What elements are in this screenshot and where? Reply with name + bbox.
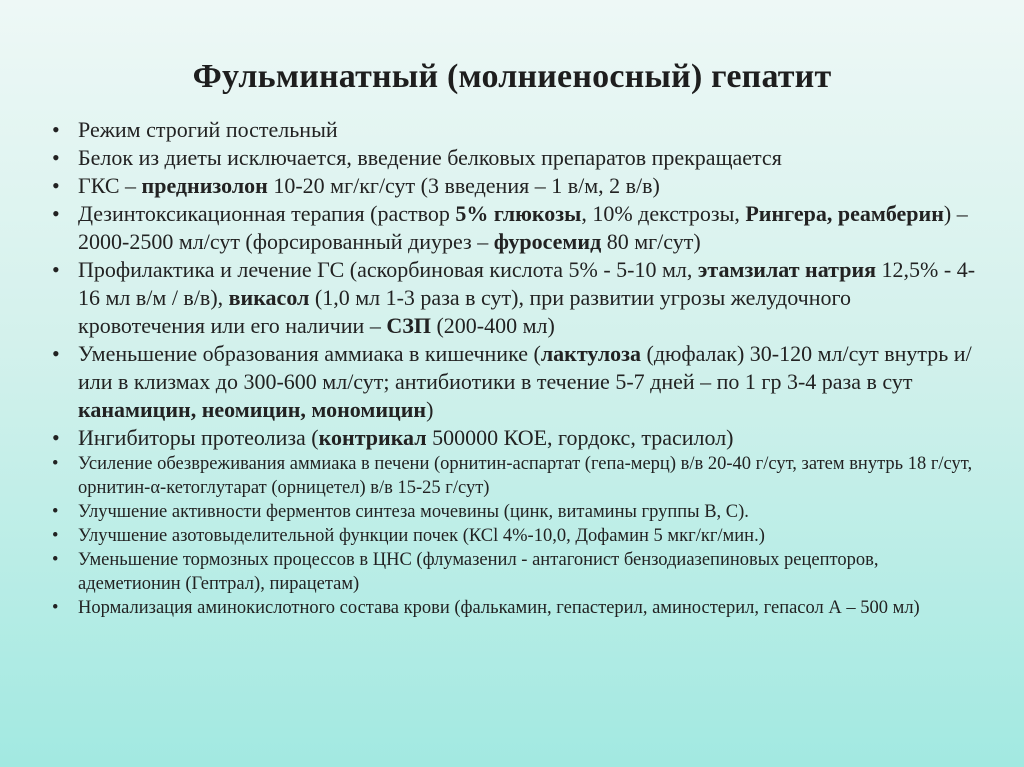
bullet-text: Нормализация аминокислотного состава крови (фалькамин, гепастерил, аминостерил, гепасол А – 500 мл)	[78, 598, 920, 618]
bullet-text: (200-400 мл)	[430, 313, 555, 338]
bullet-text: Режим строгий постельный	[78, 117, 338, 142]
bullet-item	[52, 340, 982, 424]
bullet-text-bold: 5% глюкозы	[455, 201, 582, 226]
bullet-text: )	[426, 397, 434, 422]
bullet-item	[52, 172, 982, 200]
bullet-text-bold: канамицин, неомицин, мономицин	[78, 397, 427, 422]
bullet-text: 12,5% - 4-16 мл в/м / в/в),	[78, 257, 976, 310]
bullet-text-bold: контрикал	[318, 425, 427, 450]
bullet-text: Дезинтоксикационная терапия (раствор	[78, 201, 456, 226]
bullet-text: (дюфалак) 30-120 мл/сут внутрь и/или в клизмах до 300-600 мл/сут; антибиотики в течение 5-7 дней – по 1 гр 3-4 раза в сут	[78, 341, 972, 394]
bullet-item	[52, 500, 982, 524]
bullet-item	[52, 256, 982, 340]
bullet-text: (1,0 мл 1-3 раза в сут), при развитии угрозы желудочного кровотечения или его наличии –	[78, 285, 851, 338]
bullet-item	[52, 596, 982, 620]
bullet-item	[52, 452, 982, 500]
bullet-item	[52, 424, 982, 452]
bullet-item	[52, 200, 982, 256]
bullet-list	[52, 116, 982, 620]
slide-title: Фульминатный (молниеносный) гепатит	[192, 58, 832, 95]
bullet-text: Улучшение азотовыделительной функции почек (КСl 4%-10,0, Дофамин 5 мкг/кг/мин.)	[78, 526, 765, 546]
bullet-item	[52, 116, 982, 144]
bullet-text: Улучшение активности ферментов синтеза мочевины (цинк, витамины группы В, С).	[78, 502, 749, 522]
bullet-text-bold: преднизолон	[141, 173, 268, 198]
bullet-text: ГКС –	[78, 173, 142, 198]
bullet-text: 10-20 мг/кг/сут (3 введения – 1 в/м, 2 в/в)	[267, 173, 660, 198]
bullet-item	[52, 524, 982, 548]
bullet-text-bold: викасол	[228, 285, 310, 310]
bullet-text: Уменьшение тормозных процессов в ЦНС (флумазенил - антагонист бензодиазепиновых рецепторов, адеметионин (Гептрал), пирацетам)	[78, 550, 879, 594]
bullet-text: Усиление обезвреживания аммиака в печени (орнитин-аспартат (гепа-мерц) в/в 20-40 г/сут, затем внутрь 18 г/сут, орнитин-α-кетоглутарат (орницетел) в/в 15-25 г/сут)	[78, 454, 973, 498]
bullet-text: Профилактика и лечение ГС (аскорбиновая кислота 5% - 5-10 мл,	[78, 257, 698, 282]
bullet-text-bold: Рингера, реамберин	[745, 201, 944, 226]
bullet-text: , 10% декстрозы,	[581, 201, 746, 226]
bullet-text-bold: СЗП	[386, 313, 431, 338]
bullet-text: 500000 КОЕ, гордокс, трасилол)	[426, 425, 734, 450]
bullet-text: ) – 2000-2500 мл/сут (форсированный диурез –	[78, 201, 968, 254]
bullet-text: Ингибиторы протеолиза (	[78, 425, 319, 450]
bullet-text: Уменьшение образования аммиака в кишечнике (	[78, 341, 541, 366]
bullet-text-bold: фуросемид	[493, 229, 602, 254]
bullet-item	[52, 548, 982, 596]
bullet-text-bold: этамзилат натрия	[697, 257, 877, 282]
bullet-text: 80 мг/сут)	[601, 229, 701, 254]
bullet-text: Белок из диеты исключается, введение белковых препаратов прекращается	[78, 145, 782, 170]
bullet-item	[52, 144, 982, 172]
bullet-text-bold: лактулоза	[540, 341, 641, 366]
